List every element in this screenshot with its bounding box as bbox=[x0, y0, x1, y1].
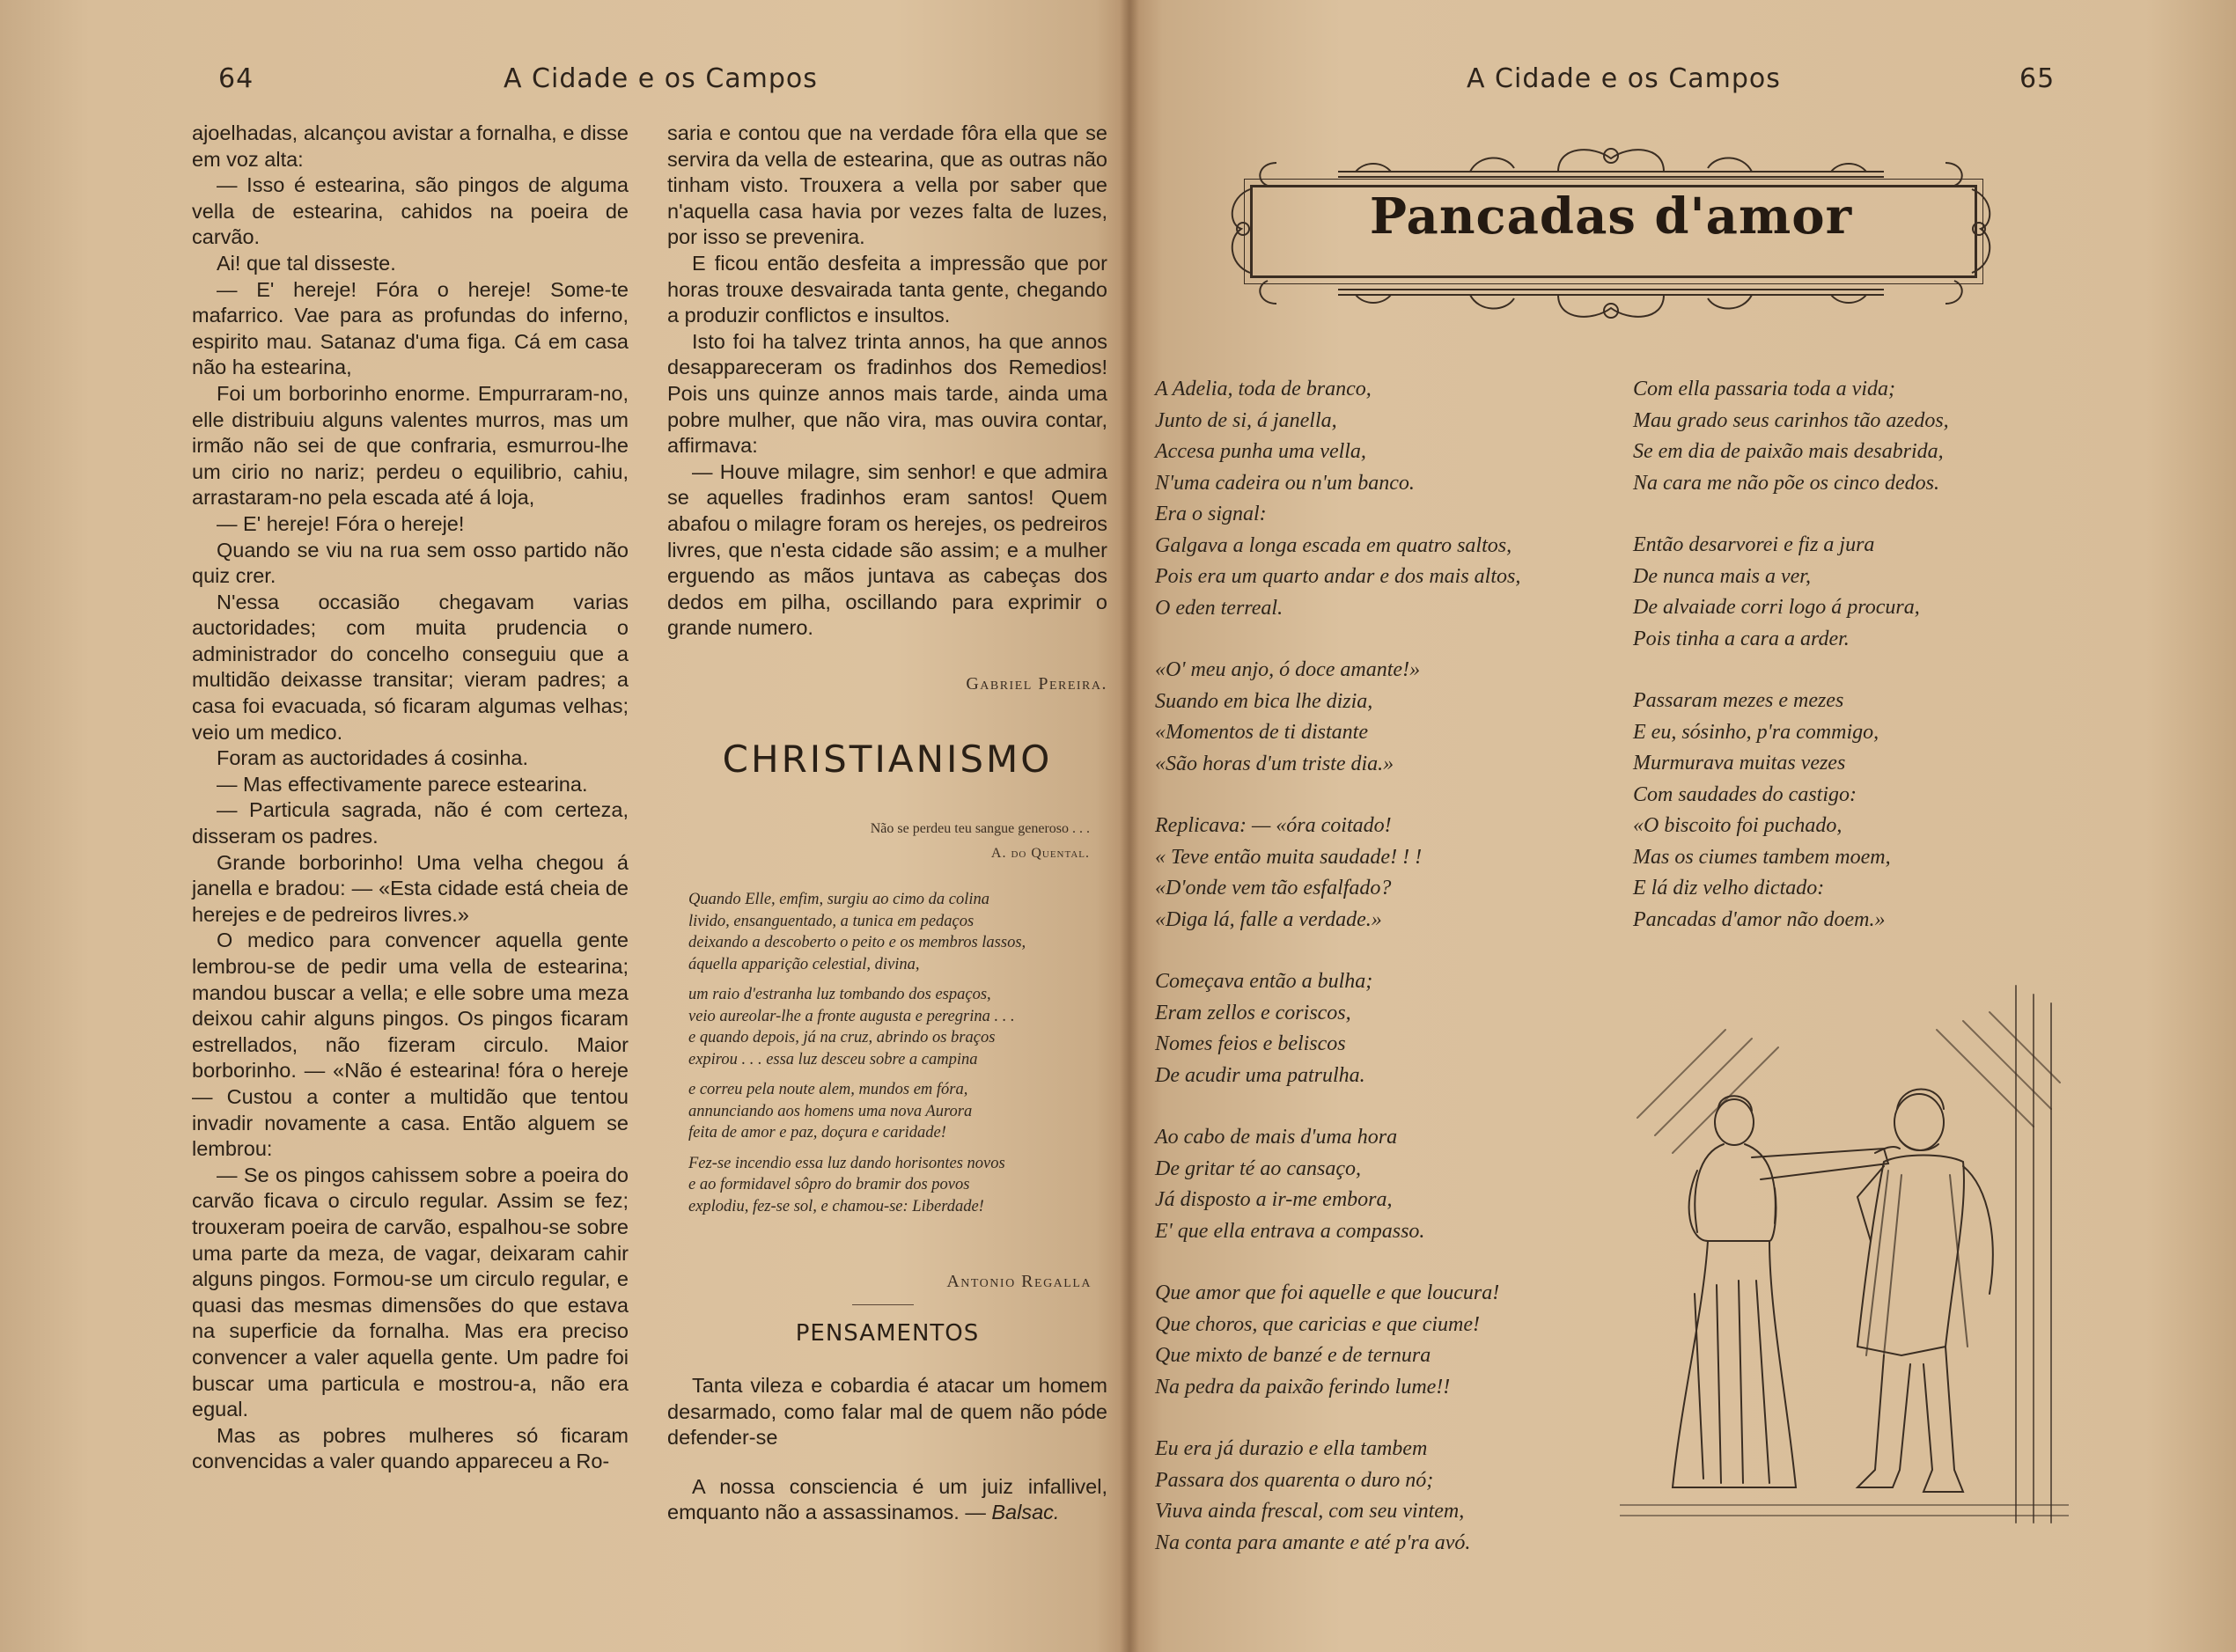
left-column-2 bbox=[667, 121, 1107, 697]
sonnet-line: Quando Elle, emfim, surgiu ao cimo da colina bbox=[688, 891, 990, 908]
paragraph: saria e contou que na verdade fôra ella que se servira da vella de estearina, que as outras não tinham visto. Trouxera a vella por saber que n'aquella casa havia por vezes falta de luzes, por isso se prevenira. bbox=[667, 121, 1107, 249]
paragraph: Ai! que tal disseste. bbox=[217, 251, 396, 275]
sonnet-stanza bbox=[688, 889, 1102, 975]
sonnet-line: veio aureolar-lhe a fronte augusta e peregrina . . . bbox=[688, 1007, 1015, 1025]
poem-line: Ao cabo de mais d'uma hora bbox=[1155, 1126, 1398, 1149]
thought-text: A nossa consciencia é um juiz infallivel, emquanto não a assassinamos. — bbox=[667, 1474, 1107, 1524]
poem-line: « Teve então muita saudade! ! ! bbox=[1155, 845, 1423, 869]
poem-heading: CHRISTIANISMO bbox=[722, 738, 1053, 781]
poem-line: E lá diz velho dictado: bbox=[1633, 877, 1825, 899]
paragraph: O medico para convencer aquella gente lembrou-se de pedir uma vella de estearina; mandou buscar a vella; e elle sobre uma meza deixou cahir alguns pingos. Os pingos ficaram estrellados, não fizeram circulo. Maior borborinho. — «Não é estearina! fóra o hereje — Custou a conter a multidão que tentou invadir novamente a casa. Então alguem se lembrou: bbox=[192, 929, 629, 1161]
article-signature: Gabriel Pereira. bbox=[966, 673, 1107, 694]
poem-column-2 bbox=[1633, 374, 2073, 966]
poem-line: «São horas d'um triste dia.» bbox=[1155, 752, 1394, 775]
title-cartouche bbox=[1224, 136, 1998, 330]
sonnet-line: e quando depois, já na cruz, abrindo os braços bbox=[688, 1029, 996, 1046]
paragraph: — Isso é estearina, são pingos de alguma vella de estearina, cahidos na poeira de carvão. bbox=[192, 173, 629, 249]
poem-line: Accesa punha uma vella, bbox=[1155, 440, 1366, 463]
poem-line: Eu era já durazio e ella tambem bbox=[1155, 1437, 1428, 1460]
poem-line: Na conta para amante e até p'ra avó. bbox=[1155, 1531, 1471, 1554]
sonnet-stanza bbox=[688, 1079, 1102, 1144]
poem-line: Já disposto a ir-me embora, bbox=[1155, 1188, 1393, 1211]
poem-stanza bbox=[1155, 374, 1630, 624]
sonnet-stanza bbox=[688, 984, 1102, 1070]
paragraph: Foram as auctoridades á cosinha. bbox=[217, 746, 528, 770]
sonnet-line: livido, ensanguentado, a tunica em pedaços bbox=[688, 912, 975, 930]
poem-line: «Diga lá, falle a verdade.» bbox=[1155, 907, 1382, 931]
paragraph: — Particula sagrada, não é com certeza, disseram os padres. bbox=[192, 798, 629, 848]
paragraph: — Mas effectivamente parece estearina. bbox=[217, 772, 588, 796]
poem-stanza bbox=[1155, 1434, 1630, 1559]
couple-illustration bbox=[1620, 977, 2069, 1531]
poem-stanza bbox=[1155, 1122, 1630, 1247]
poem-line: Que choros, que caricias e que ciume! bbox=[1155, 1312, 1480, 1336]
poem-stanza bbox=[1155, 811, 1630, 936]
paragraph: Quando se viu na rua sem osso partido não quiz crer. bbox=[192, 538, 629, 588]
poem-stanza bbox=[1155, 655, 1630, 780]
poem-title: Pancadas d'amor bbox=[1369, 187, 1853, 246]
paragraph: — Se os pingos cahissem sobre a poeira do carvão ficava o circulo regular. Assim se fez; trouxeram poeira de carvão, espalhou-se sobre uma parte da meza, de vagar, deixaram cahir alguns pingos. Formou-se um circulo regular, e quasi das mesmas dimensões do que estava na superficie da fornalha. Mas era preciso convencer a valer aquella gente. Um padre foi buscar uma particula e mostrou-a, não era egual. bbox=[192, 1163, 629, 1421]
poem-line: Passaram mezes e mezes bbox=[1633, 689, 1844, 712]
sonnet-line: Fez-se incendio essa luz dando horisontes novos bbox=[688, 1154, 1005, 1172]
poem-line: Galgava a longa escada em quatro saltos, bbox=[1155, 533, 1512, 557]
paragraph: — E' hereje! Fóra o hereje! Some-te mafarrico. Vae para as profundas do inferno, espirito mau. Satanaz d'uma figa. Cá em casa não ha estearina, bbox=[192, 277, 629, 379]
sonnet bbox=[688, 889, 1102, 1226]
poem-line: Junto de si, á janella, bbox=[1155, 408, 1337, 432]
poem-stanza bbox=[1633, 530, 2073, 655]
poem-line: «O' meu anjo, ó doce amante!» bbox=[1155, 658, 1421, 681]
right-page-number: 65 bbox=[2019, 63, 2056, 94]
sonnet-line: deixando a descoberto o peito e os membros lassos, bbox=[688, 934, 1026, 951]
poem-line: Com saudades do castigo: bbox=[1633, 782, 1857, 806]
epigraph-text: Não se perdeu teu sangue generoso . . . bbox=[870, 821, 1090, 836]
paragraph: Grande borborinho! Uma velha chegou á janella e bradou: — «Esta cidade está cheia de herejes e de pedreiros livres.» bbox=[192, 850, 629, 926]
poem-line: O eden terreal. bbox=[1155, 596, 1283, 620]
sonnet-line: e correu pela noute alem, mundos em fóra, bbox=[688, 1081, 968, 1098]
sonnet-stanza bbox=[688, 1153, 1102, 1218]
poem-line: Suando em bica lhe dizia, bbox=[1155, 689, 1373, 713]
thought: Tanta vileza e cobardia é atacar um homem desarmado, como falar mal de quem não póde defender-se bbox=[667, 1374, 1107, 1450]
poem-column-1 bbox=[1155, 374, 1630, 1590]
poem-line: De gritar té ao cansaço, bbox=[1155, 1156, 1361, 1180]
sonnet-line: explodiu, fez-se sol, e chamou-se: Liberdade! bbox=[688, 1197, 984, 1215]
sonnet-line: annunciando aos homens uma nova Aurora bbox=[688, 1102, 973, 1120]
thought-author: Balsac. bbox=[991, 1501, 1060, 1524]
poem-line: Mau grado seus carinhos tão azedos, bbox=[1633, 408, 1949, 432]
poem-line: Que amor que foi aquelle e que loucura! bbox=[1155, 1281, 1500, 1304]
paragraph: Mas as pobres mulheres só ficaram convencidas a valer quando appareceu a Ro- bbox=[192, 1423, 629, 1473]
poem-line: Começava então a bulha; bbox=[1155, 970, 1373, 993]
section-heading: PENSAMENTOS bbox=[795, 1320, 980, 1347]
paragraph: — E' hereje! Fóra o hereje! bbox=[217, 511, 465, 535]
poem-stanza bbox=[1155, 1278, 1630, 1403]
poem-line: Mas os ciumes tambem moem, bbox=[1633, 845, 1891, 869]
left-running-head: A Cidade e os Campos bbox=[504, 63, 818, 94]
poem-line: Pancadas d'amor não doem.» bbox=[1633, 907, 1886, 931]
paragraph: Isto foi ha talvez trinta annos, ha que annos desappareceram os fradinhos dos Remedios! Pois uns quinze annos mais tarde, ainda uma pobre mulher, que não vira, mas ouvira contar, affirmava: bbox=[667, 329, 1107, 458]
poem-line: Na pedra da paixão ferindo lume!! bbox=[1155, 1375, 1451, 1399]
poem-line: «D'onde vem tão esfalfado? bbox=[1155, 877, 1392, 899]
poem-line: Se em dia de paixão mais desabrida, bbox=[1633, 440, 1944, 463]
thought bbox=[667, 1474, 1107, 1526]
paragraph: N'essa occasião chegavam varias auctoridades; com muita prudencia o administrador do concelho conseguiu que a multidão deixasse transitar; vieram padres; a casa foi evacuada, só ficaram algumas velhas; veio um medico. bbox=[192, 590, 629, 744]
left-column-1 bbox=[192, 121, 629, 1475]
couple-drawing-icon bbox=[1620, 977, 2069, 1531]
poem-line: «Momentos de ti distante bbox=[1155, 721, 1368, 744]
poem-stanza bbox=[1633, 686, 2073, 936]
poem-line: N'uma cadeira ou n'um banco. bbox=[1155, 471, 1415, 495]
poem-line: E eu, sósinho, p'ra commigo, bbox=[1633, 720, 1879, 744]
poem-line: Viuva ainda frescal, com seu vintem, bbox=[1155, 1500, 1465, 1523]
poem-line: De nunca mais a ver, bbox=[1633, 564, 1811, 588]
poem-line: Eram zellos e coriscos, bbox=[1155, 1001, 1351, 1024]
section-divider bbox=[852, 1304, 914, 1305]
poem-stanza bbox=[1633, 374, 2073, 499]
poem-line: Então desarvorei e fiz a jura bbox=[1633, 533, 1875, 556]
sonnet-line: um raio d'estranha luz tombando dos espaços, bbox=[688, 986, 991, 1003]
epigraph bbox=[667, 817, 1090, 866]
left-page-number: 64 bbox=[218, 63, 254, 94]
poem-line: Passara dos quarenta o duro nó; bbox=[1155, 1468, 1434, 1492]
poem-line: Replicava: — «óra coitado! bbox=[1155, 814, 1392, 837]
thoughts bbox=[667, 1373, 1107, 1549]
poem-line: A Adelia, toda de branco, bbox=[1155, 378, 1372, 400]
poem-line: E' que ella entrava a compasso. bbox=[1155, 1219, 1425, 1243]
poem-line: Pois tinha a cara a arder. bbox=[1633, 627, 1850, 650]
sonnet-line: e ao formidavel sôpro do bramir dos povos bbox=[688, 1176, 970, 1193]
poem-line: De acudir uma patrulha. bbox=[1155, 1063, 1365, 1087]
paragraph: Foi um borborinho enorme. Empurraram-no, elle distribuiu alguns valentes murros, mas um irmão não sei de que confraria, esmurrou-lhe um cirio no nariz; perdeu o equilibrio, cahiu, arrastaram-no pela escada até á loja, bbox=[192, 381, 629, 510]
paragraph: — Houve milagre, sim senhor! e que admira se aquelles fradinhos eram santos! Quem abafou o milagre foram os herejes, os pedreiros livres, que n'esta cidade são assim; e a mulher erguendo as mãos juntava as cabeças dos dedos em pilha, oscillando para exprimir o grande numero. bbox=[667, 459, 1107, 640]
paragraph: ajoelhadas, alcançou avistar a fornalha, e disse em voz alta: bbox=[192, 121, 629, 171]
poem-line: Era o signal: bbox=[1155, 503, 1267, 525]
poem-line: De alvaiade corri logo á procura, bbox=[1633, 596, 1920, 619]
poem-line: «O biscoito foi puchado, bbox=[1633, 814, 1842, 837]
right-running-head: A Cidade e os Campos bbox=[1467, 63, 1781, 94]
sonnet-line: feita de amor e paz, doçura e caridade! bbox=[688, 1124, 946, 1142]
poem-line: Nomes feios e beliscos bbox=[1155, 1032, 1346, 1055]
poem-signature: Antonio Regalla bbox=[946, 1272, 1092, 1291]
poem-stanza bbox=[1155, 966, 1630, 1091]
poem-line: Murmurava muitas vezes bbox=[1633, 752, 1846, 775]
paragraph: E ficou então desfeita a impressão que por horas trouxe desvairada tanta gente, chegando a produzir conflictos e insultos. bbox=[667, 251, 1107, 327]
sonnet-line: áquella apparição celestial, divina, bbox=[688, 955, 920, 973]
poem-line: Que mixto de banzé e de ternura bbox=[1155, 1344, 1431, 1367]
poem-line: Na cara me não põe os cinco dedos. bbox=[1633, 471, 1939, 495]
poem-line: Com ella passaria toda a vida; bbox=[1633, 378, 1895, 400]
sonnet-line: expirou . . . essa luz desceu sobre a campina bbox=[688, 1050, 978, 1068]
epigraph-author: A. do Quental. bbox=[990, 846, 1090, 861]
poem-line: Pois era um quarto andar e dos mais altos, bbox=[1155, 565, 1521, 588]
